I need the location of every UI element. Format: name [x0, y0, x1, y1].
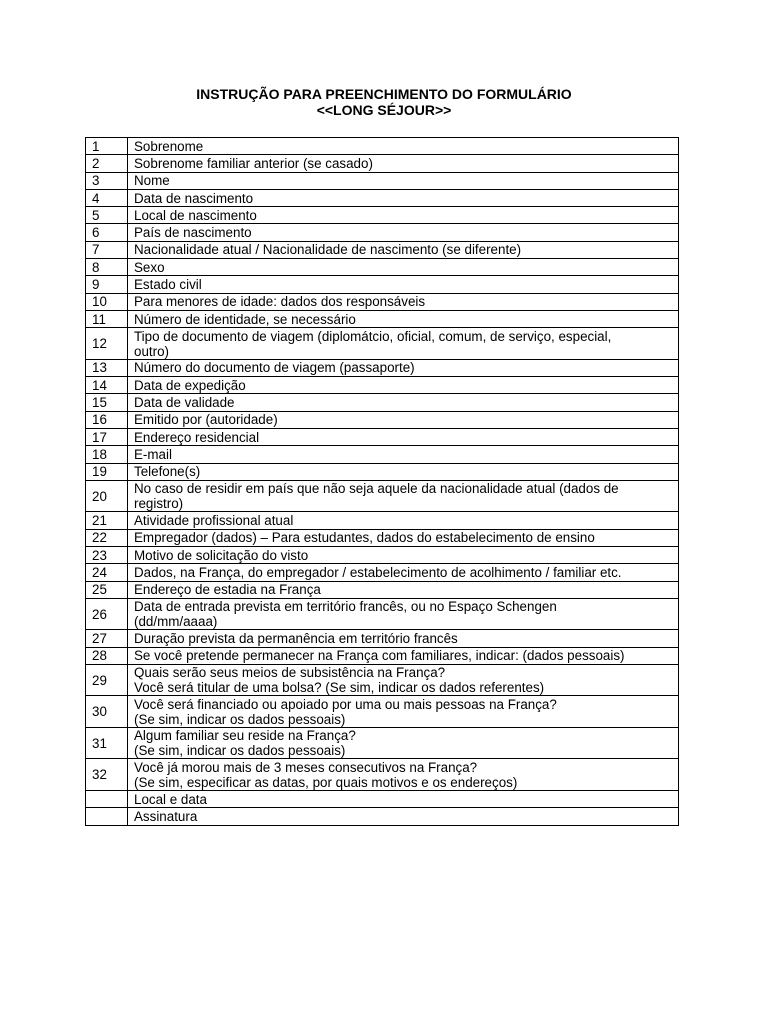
row-field-description: Nacionalidade atual / Nacionalidade de nascimento (se diferente): [128, 241, 679, 258]
table-row: [86, 630, 679, 647]
row-field-description: Sexo: [128, 259, 679, 276]
table-row: [86, 463, 679, 480]
row-field-line: Algum familiar seu reside na França?: [134, 728, 356, 744]
row-field-line: registro): [134, 496, 184, 512]
row-field-description: Local de nascimento: [128, 207, 679, 224]
row-field-description: [128, 480, 679, 512]
row-number: 28: [86, 647, 128, 664]
row-number: 3: [86, 172, 128, 189]
row-number: [86, 790, 128, 807]
row-number: 1: [86, 138, 128, 155]
table-row: [86, 172, 679, 189]
table-row: [86, 207, 679, 224]
row-field-description: E-mail: [128, 446, 679, 463]
row-number: [86, 808, 128, 825]
table-row: [86, 598, 679, 630]
row-field-description: Número do documento de viagem (passaporte): [128, 359, 679, 376]
table-row: [86, 647, 679, 664]
row-field-description: Duração prevista da permanência em território francês: [128, 630, 679, 647]
row-number: 22: [86, 529, 128, 546]
table-row: [86, 790, 679, 807]
table-row: [86, 581, 679, 598]
instruction-table-body: [86, 138, 679, 826]
table-row: [86, 259, 679, 276]
row-number: 2: [86, 155, 128, 172]
row-field-description: Nome: [128, 172, 679, 189]
table-row: [86, 276, 679, 293]
table-row: [86, 512, 679, 529]
row-number: 15: [86, 394, 128, 411]
row-field-line: outro): [134, 343, 169, 359]
row-field-description: Assinatura: [128, 808, 679, 825]
table-row: [86, 546, 679, 563]
row-number: 20: [86, 480, 128, 512]
title-line-1: INSTRUÇÃO PARA PREENCHIMENTO DO FORMULÁRIO: [196, 86, 572, 102]
row-number: 21: [86, 512, 128, 529]
table-row: [86, 310, 679, 327]
row-number: 18: [86, 446, 128, 463]
table-row: [86, 808, 679, 825]
row-field-description: [128, 328, 679, 360]
row-number: 27: [86, 630, 128, 647]
row-field-description: Estado civil: [128, 276, 679, 293]
row-number: 9: [86, 276, 128, 293]
row-number: 12: [86, 328, 128, 360]
row-number: 29: [86, 664, 128, 696]
row-field-description: Telefone(s): [128, 463, 679, 480]
row-field-description: Local e data: [128, 790, 679, 807]
table-row: [86, 411, 679, 428]
row-field-description: Sobrenome familiar anterior (se casado): [128, 155, 679, 172]
row-field-description: Empregador (dados) – Para estudantes, dados do estabelecimento de ensino: [128, 529, 679, 546]
row-number: 11: [86, 310, 128, 327]
row-field-description: Atividade profissional atual: [128, 512, 679, 529]
row-field-description: Data de validade: [128, 394, 679, 411]
row-field-description: Para menores de idade: dados dos responsáveis: [128, 293, 679, 310]
row-field-line: No caso de residir em país que não seja aquele da nacionalidade atual (dados de: [134, 481, 619, 497]
row-field-description: Número de identidade, se necessário: [128, 310, 679, 327]
row-field-description: [128, 759, 679, 791]
row-number: 16: [86, 411, 128, 428]
row-field-line: Você será titular de uma bolsa? (Se sim, indicar os dados referentes): [134, 680, 545, 696]
document-title: [0, 86, 768, 118]
row-number: 8: [86, 259, 128, 276]
title-line-2: <<LONG SÉJOUR>>: [316, 102, 452, 118]
table-row: [86, 224, 679, 241]
row-field-description: [128, 664, 679, 696]
table-row: [86, 564, 679, 581]
row-number: 14: [86, 377, 128, 394]
row-field-description: Motivo de solicitação do visto: [128, 546, 679, 563]
row-field-description: [128, 598, 679, 630]
row-field-description: Data de nascimento: [128, 189, 679, 206]
row-field-description: Endereço residencial: [128, 428, 679, 445]
table-row: [86, 377, 679, 394]
table-row: [86, 293, 679, 310]
table-row: [86, 446, 679, 463]
row-field-line: Você já morou mais de 3 meses consecutivos na França?: [134, 759, 478, 775]
row-number: 24: [86, 564, 128, 581]
row-field-description: Sobrenome: [128, 138, 679, 155]
row-field-line: Data de entrada prevista em território francês, ou no Espaço Schengen: [134, 599, 557, 615]
row-field-line: Quais serão seus meios de subsistência na França?: [134, 665, 446, 681]
table-row: [86, 394, 679, 411]
table-row: [86, 428, 679, 445]
table-row: [86, 529, 679, 546]
table-row: [86, 328, 679, 360]
row-number: 6: [86, 224, 128, 241]
table-row: [86, 241, 679, 258]
row-number: 26: [86, 598, 128, 630]
row-field-line: (dd/mm/aaaa): [134, 614, 218, 630]
table-row: [86, 189, 679, 206]
row-field-description: Endereço de estadia na França: [128, 581, 679, 598]
row-field-line: Tipo de documento de viagem (diplomátcio, oficial, comum, de serviço, especial,: [134, 328, 612, 344]
table-row: [86, 155, 679, 172]
row-field-description: Data de expedição: [128, 377, 679, 394]
table-row: [86, 138, 679, 155]
row-field-description: [128, 727, 679, 759]
row-number: 32: [86, 759, 128, 791]
row-number: 5: [86, 207, 128, 224]
table-row: [86, 664, 679, 696]
table-row: [86, 727, 679, 759]
row-number: 25: [86, 581, 128, 598]
row-field-description: País de nascimento: [128, 224, 679, 241]
table-row: [86, 759, 679, 791]
table-row: [86, 359, 679, 376]
row-field-description: Se você pretende permanecer na França com familiares, indicar: (dados pessoais): [128, 647, 679, 664]
row-field-line: (Se sim, indicar os dados pessoais): [134, 711, 346, 727]
row-number: 31: [86, 727, 128, 759]
row-field-description: Dados, na França, do empregador / estabelecimento de acolhimento / familiar etc.: [128, 564, 679, 581]
row-number: 17: [86, 428, 128, 445]
row-number: 7: [86, 241, 128, 258]
row-field-description: Emitido por (autoridade): [128, 411, 679, 428]
row-number: 4: [86, 189, 128, 206]
row-number: 19: [86, 463, 128, 480]
row-field-line: (Se sim, especificar as datas, por quais motivos e os endereços): [134, 774, 518, 790]
row-number: 23: [86, 546, 128, 563]
row-field-description: [128, 696, 679, 728]
row-number: 10: [86, 293, 128, 310]
table-row: [86, 696, 679, 728]
instruction-table: [85, 137, 679, 826]
row-field-line: Você será financiado ou apoiado por uma ou mais pessoas na França?: [134, 696, 557, 712]
row-number: 30: [86, 696, 128, 728]
row-number: 13: [86, 359, 128, 376]
row-field-line: (Se sim, indicar os dados pessoais): [134, 743, 346, 759]
table-row: [86, 480, 679, 512]
